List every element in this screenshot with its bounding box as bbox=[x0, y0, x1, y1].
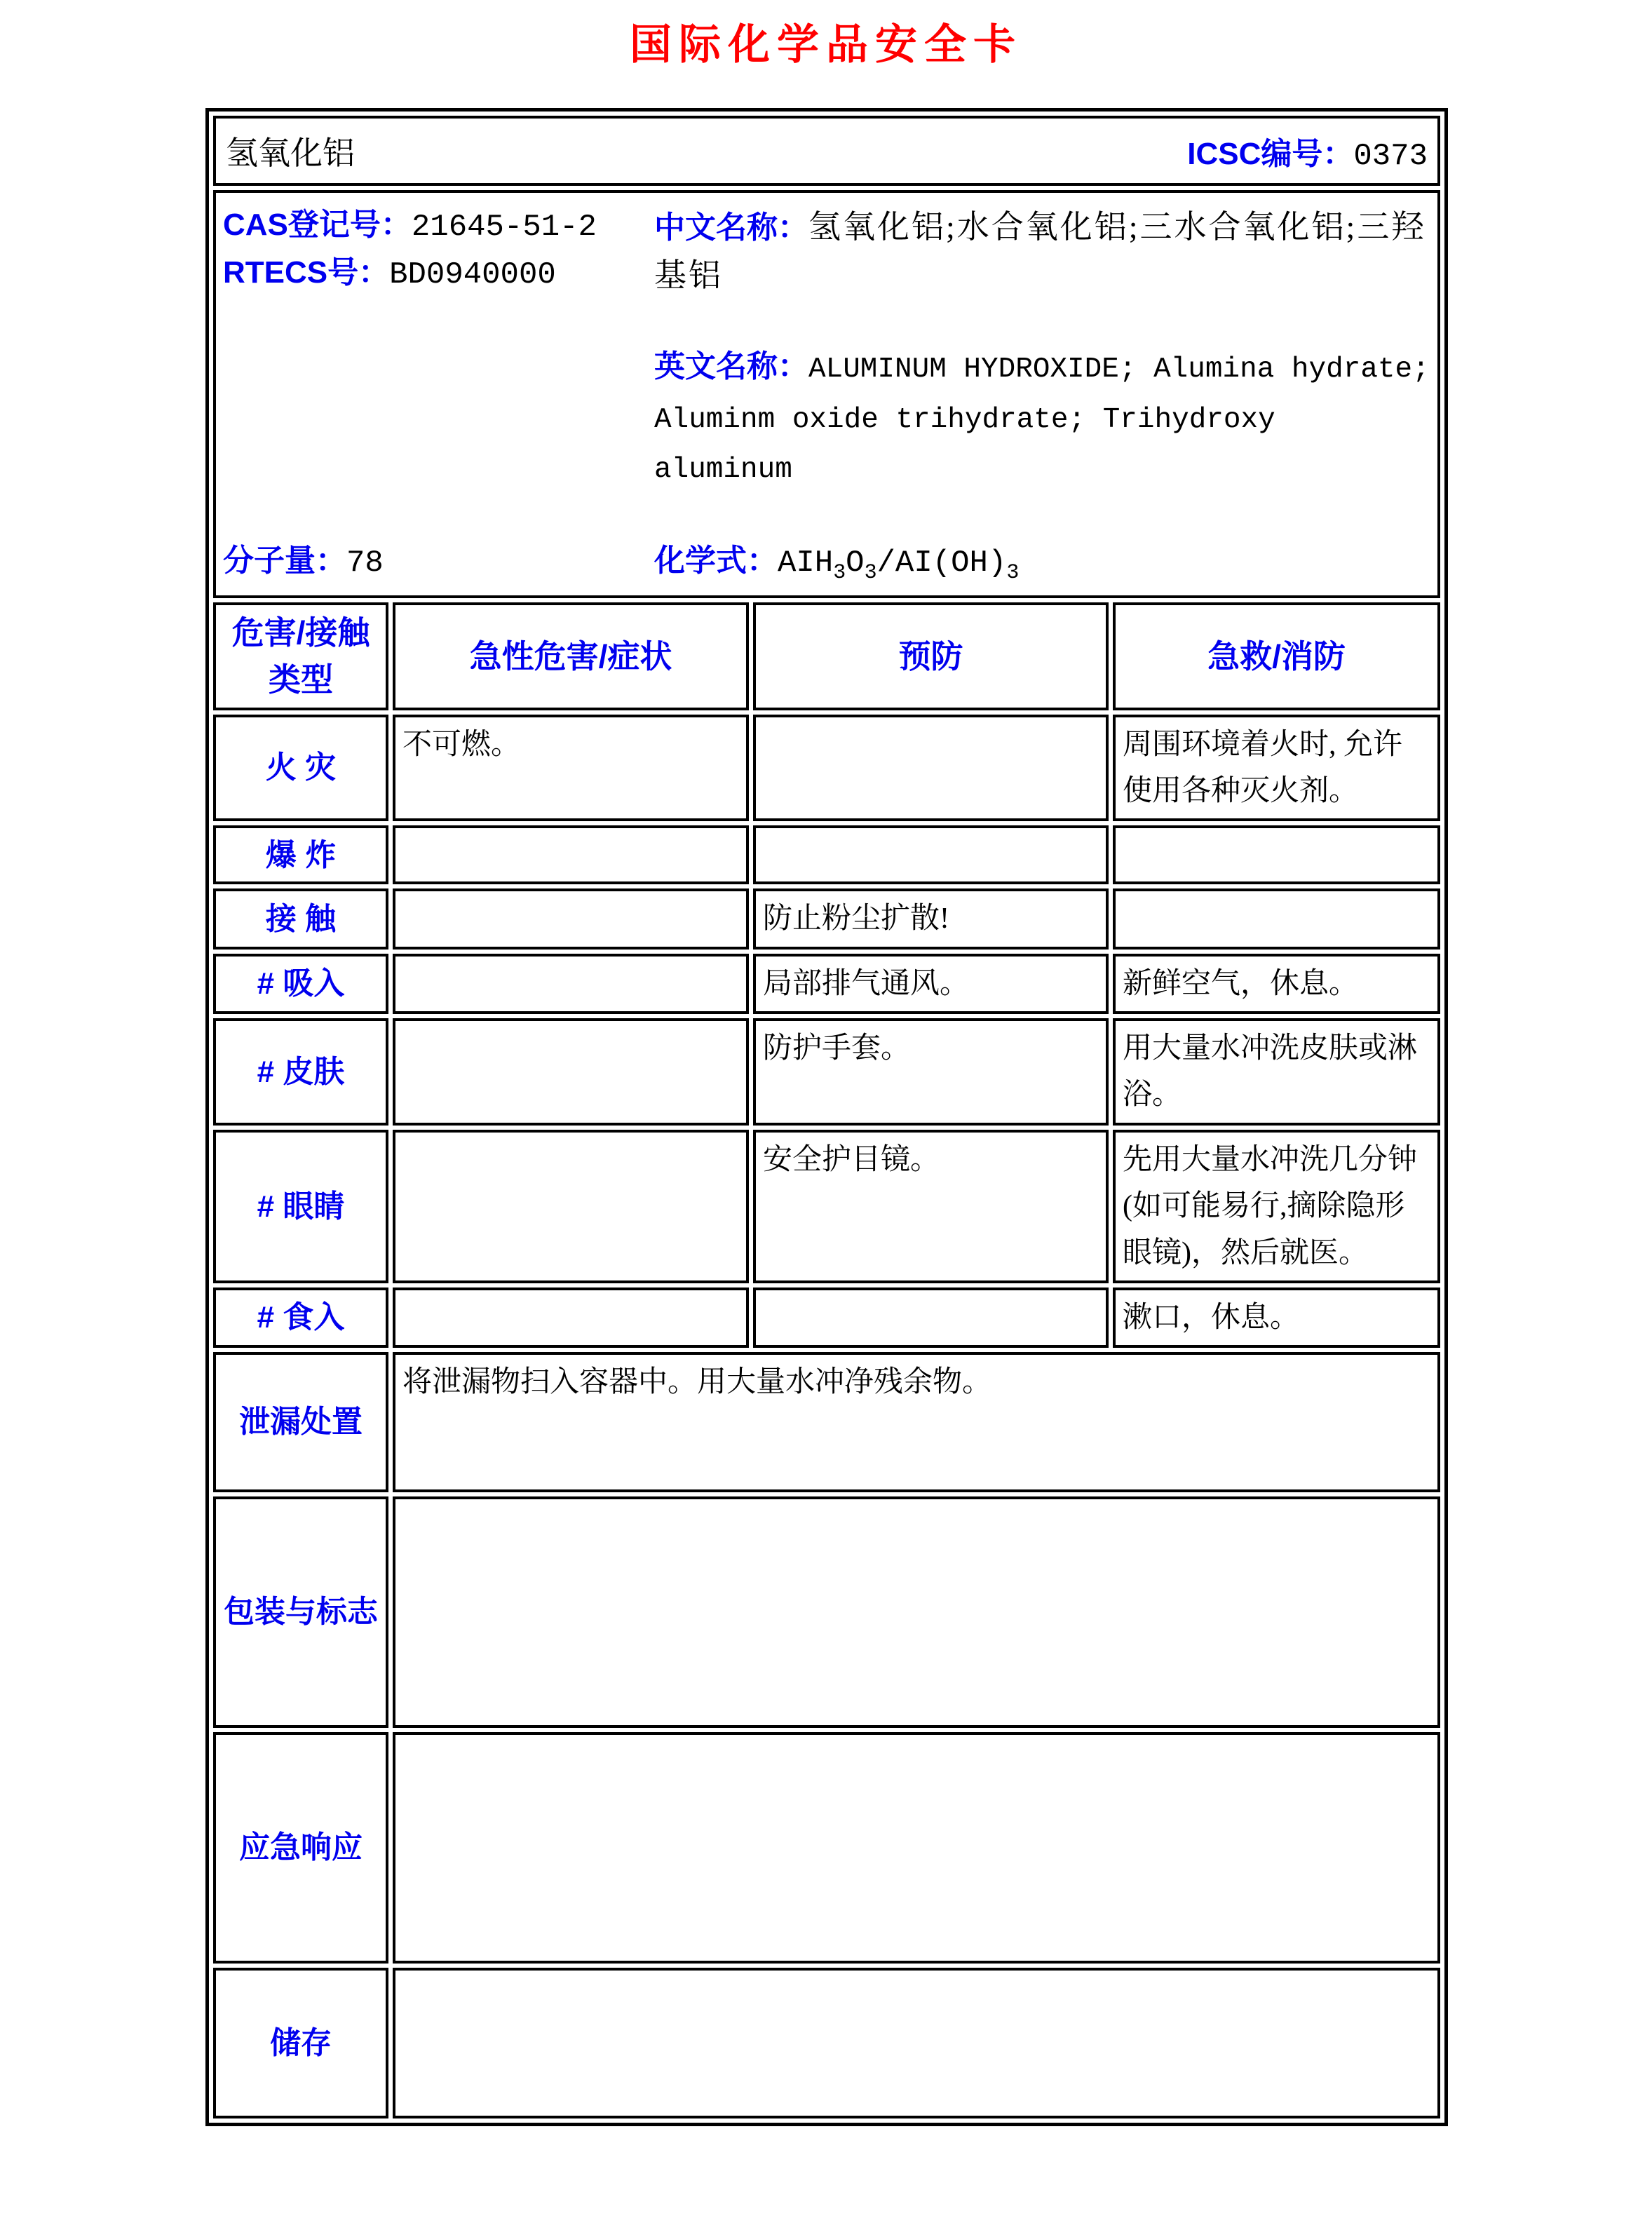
exposure-symptoms-cell bbox=[393, 888, 749, 949]
hazard-row-exposure bbox=[213, 888, 1440, 949]
names-block bbox=[654, 203, 1430, 492]
substance-name: 氢氧化铝 bbox=[226, 135, 355, 171]
inhalation-prevention-cell: 局部排气通风。 bbox=[753, 954, 1109, 1014]
inhalation-first-aid-cell: 新鲜空气，休息。 bbox=[1113, 954, 1440, 1014]
column-header-symptoms: 急性危害/症状 bbox=[393, 602, 749, 710]
row-label-fire: 火 灾 bbox=[213, 715, 388, 822]
column-header-hazard-type: 危害/接触类型 bbox=[213, 602, 388, 710]
registry-numbers-block bbox=[223, 203, 654, 298]
identification-row bbox=[213, 190, 1440, 598]
chinese-name-line bbox=[654, 203, 1430, 299]
spillage-content-cell: 将泄漏物扫入容器中。用大量水冲净残余物。 bbox=[393, 1352, 1440, 1492]
molecular-weight-line bbox=[223, 539, 654, 586]
hazard-row-fire bbox=[213, 715, 1440, 822]
row-label-storage: 储存 bbox=[213, 1968, 388, 2118]
explosion-first-aid-cell bbox=[1113, 825, 1440, 884]
english-name-value: ALUMINUM HYDROXIDE; Alumina hydrate; Aluminm oxide trihydrate; Trihydroxy aluminum bbox=[654, 353, 1430, 486]
cas-number-label: CAS登记号： bbox=[223, 208, 412, 242]
identification-cell bbox=[213, 190, 1440, 598]
explosion-symptoms-cell bbox=[393, 825, 749, 884]
hazard-row-ingestion bbox=[213, 1288, 1440, 1348]
chemical-formula-label: 化学式： bbox=[654, 543, 778, 578]
section-row-spillage bbox=[213, 1352, 1440, 1492]
section-row-storage bbox=[213, 1968, 1440, 2118]
hazard-column-header-row bbox=[213, 602, 1440, 710]
fire-symptoms-cell: 不可燃。 bbox=[393, 715, 749, 822]
hazard-row-explosion bbox=[213, 825, 1440, 884]
eyes-symptoms-cell bbox=[393, 1130, 749, 1283]
hazard-row-eyes bbox=[213, 1130, 1440, 1283]
packaging-content-cell bbox=[393, 1496, 1440, 1728]
row-label-spillage: 泄漏处置 bbox=[213, 1352, 388, 1492]
icsc-card-table bbox=[205, 108, 1448, 2126]
inhalation-symptoms-cell bbox=[393, 954, 749, 1014]
hazard-row-inhalation bbox=[213, 954, 1440, 1014]
fire-prevention-cell bbox=[753, 715, 1109, 822]
rtecs-number-value: BD0940000 bbox=[389, 257, 556, 292]
substance-header-cell bbox=[213, 116, 1440, 186]
cas-number-line bbox=[223, 203, 654, 250]
ingestion-symptoms-cell bbox=[393, 1288, 749, 1348]
row-label-exposure: 接 触 bbox=[213, 888, 388, 949]
ingestion-prevention-cell bbox=[753, 1288, 1109, 1348]
molecular-weight-value: 78 bbox=[346, 545, 384, 581]
storage-content-cell bbox=[393, 1968, 1440, 2118]
column-header-prevention: 预防 bbox=[753, 602, 1109, 710]
section-row-packaging bbox=[213, 1496, 1440, 1728]
substance-header-row bbox=[213, 116, 1440, 186]
rtecs-number-line bbox=[223, 250, 654, 298]
english-name-label: 英文名称： bbox=[654, 349, 808, 384]
chemical-formula-value: $AIH_3O_3/AI(OH)_3$ bbox=[778, 545, 1020, 584]
molecular-weight-label: 分子量： bbox=[223, 543, 346, 578]
icsc-number-value: 0373 bbox=[1353, 138, 1428, 174]
fire-first-aid-cell: 周围环境着火时, 允许使用各种灭火剂。 bbox=[1113, 715, 1440, 822]
eyes-prevention-cell: 安全护目镜。 bbox=[753, 1130, 1109, 1283]
icsc-number-group bbox=[1187, 128, 1428, 174]
row-label-ingestion: # 食入 bbox=[213, 1288, 388, 1348]
page-title: 国际化学品安全卡 bbox=[630, 22, 1022, 68]
ingestion-first-aid-cell: 漱口，休息。 bbox=[1113, 1288, 1440, 1348]
chemical-formula-line bbox=[654, 539, 1430, 586]
row-label-eyes: # 眼睛 bbox=[213, 1130, 388, 1283]
exposure-first-aid-cell bbox=[1113, 888, 1440, 949]
skin-prevention-cell: 防护手套。 bbox=[753, 1018, 1109, 1126]
row-label-packaging: 包装与标志 bbox=[213, 1496, 388, 1728]
skin-symptoms-cell bbox=[393, 1018, 749, 1126]
exposure-prevention-cell: 防止粉尘扩散! bbox=[753, 888, 1109, 949]
row-label-emergency-response: 应急响应 bbox=[213, 1732, 388, 1964]
rtecs-number-label: RTECS号： bbox=[223, 255, 390, 290]
skin-first-aid-cell: 用大量水冲洗皮肤或淋浴。 bbox=[1113, 1018, 1440, 1126]
section-row-emergency-response bbox=[213, 1732, 1440, 1964]
eyes-first-aid-cell: 先用大量水冲洗几分钟 (如可能易行,摘除隐形眼镜)，然后就医。 bbox=[1113, 1130, 1440, 1283]
row-label-inhalation: # 吸入 bbox=[213, 954, 388, 1014]
explosion-prevention-cell bbox=[753, 825, 1109, 884]
emergency-response-content-cell bbox=[393, 1732, 1440, 1964]
column-header-first-aid: 急救/消防 bbox=[1113, 602, 1440, 710]
chinese-name-value: 氢氧化铝;水合氧化铝;三水合氧化铝;三羟基铝 bbox=[654, 209, 1426, 293]
chinese-name-label: 中文名称： bbox=[654, 210, 808, 245]
english-name-line bbox=[654, 342, 1430, 492]
icsc-number-label: ICSC编号： bbox=[1187, 136, 1354, 171]
row-label-skin: # 皮肤 bbox=[213, 1018, 388, 1126]
row-label-explosion: 爆 炸 bbox=[213, 825, 388, 884]
cas-number-value: 21645-51-2 bbox=[411, 210, 597, 245]
hazard-row-skin bbox=[213, 1018, 1440, 1126]
